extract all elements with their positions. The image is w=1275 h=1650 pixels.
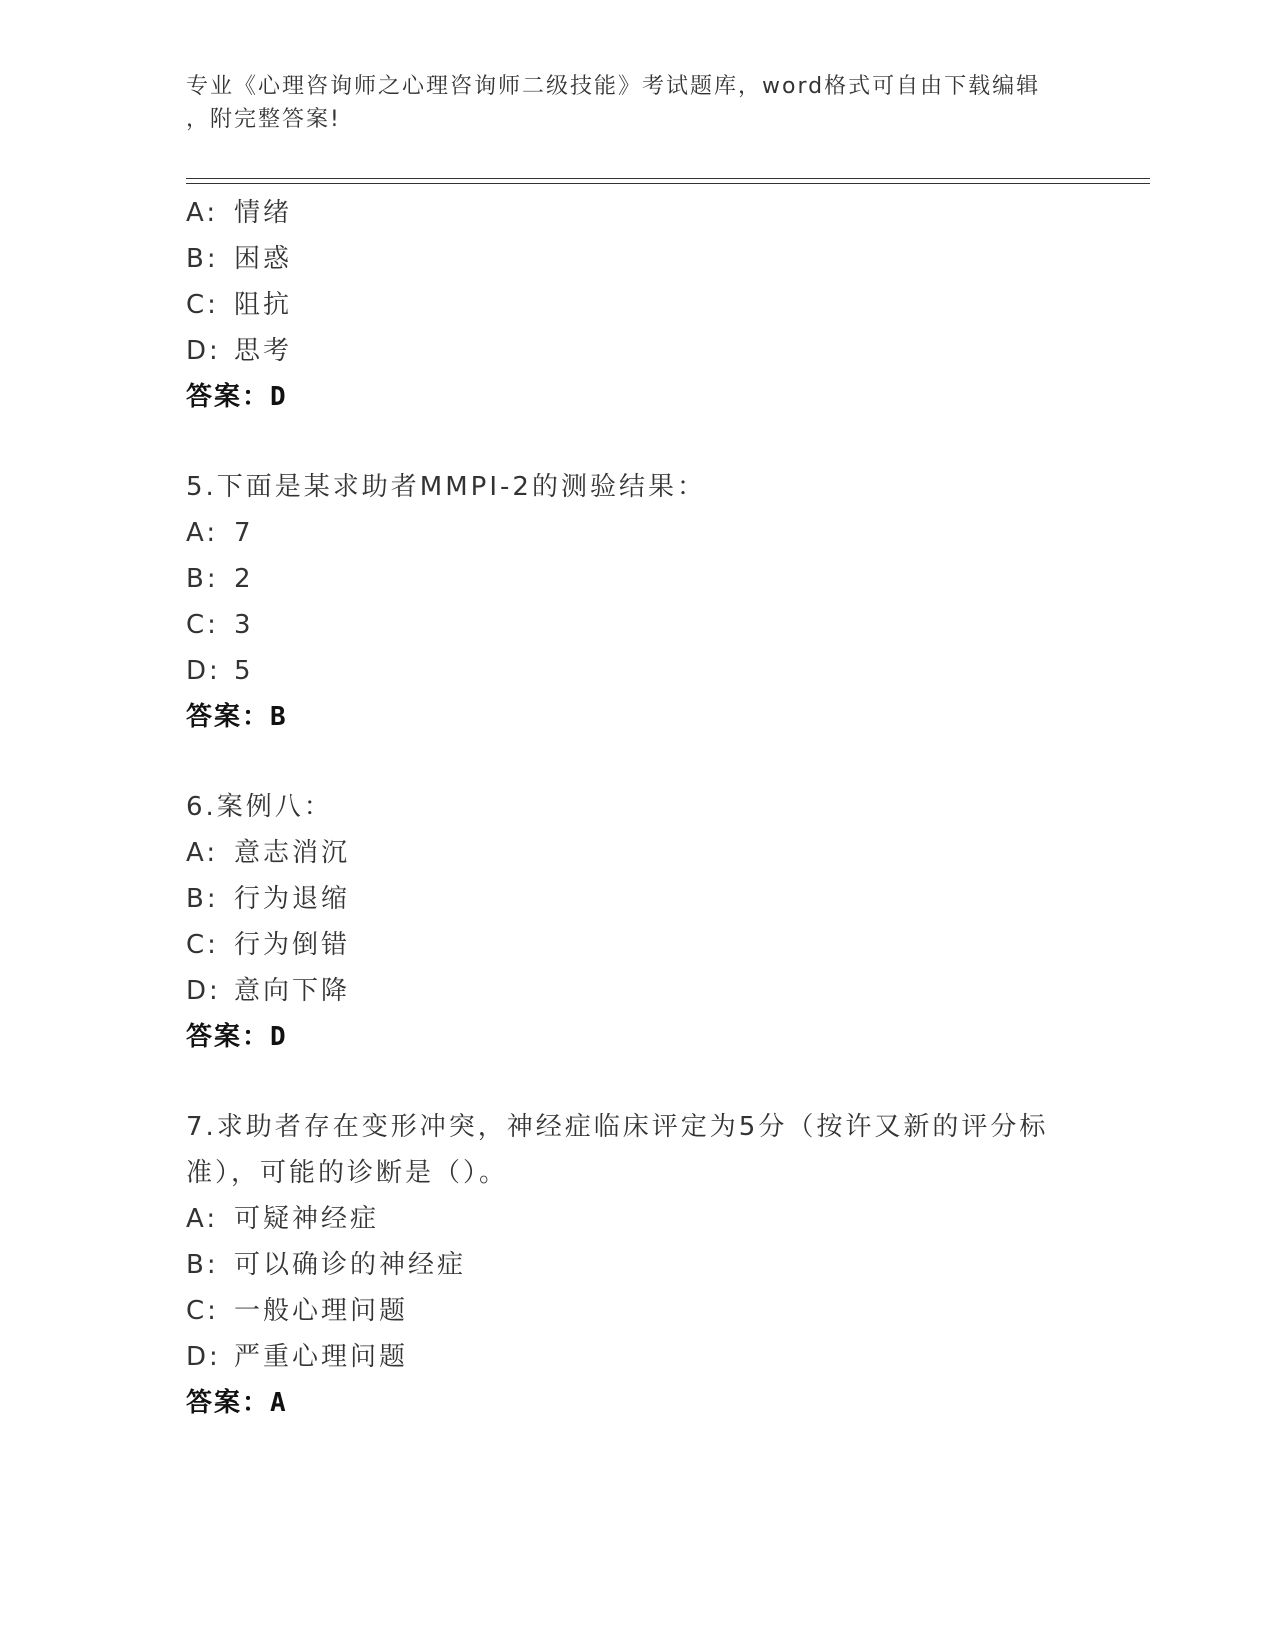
answer: 答案：D <box>186 382 288 412</box>
option-a: A: 意志消沉 <box>186 838 351 868</box>
option-d: D: 5 <box>186 656 254 686</box>
header-rule-top <box>186 178 1150 179</box>
option-c: C: 阻抗 <box>186 290 293 320</box>
option-d: D: 意向下降 <box>186 976 351 1006</box>
question-text-line-2: 准），可能的诊断是（）。 <box>186 1158 509 1188</box>
option-b: B: 行为退缩 <box>186 884 351 914</box>
header-line-2: ，附完整答案! <box>186 107 341 132</box>
header-line-1: 专业《心理咨询师之心理咨询师二级技能》考试题库，word格式可自由下载编辑 <box>186 74 1041 99</box>
question-6 <box>186 784 1086 1060</box>
question-text: 5.下面是某求助者MMPI-2的测验结果： <box>186 472 706 502</box>
option-b: B: 可以确诊的神经症 <box>186 1250 467 1280</box>
option-b: B: 困惑 <box>186 244 293 274</box>
option-a: A: 可疑神经症 <box>186 1204 380 1234</box>
question-5 <box>186 464 1086 740</box>
question-list <box>186 190 1086 1426</box>
option-d: D: 思考 <box>186 336 293 366</box>
document-header <box>186 70 1086 136</box>
answer: 答案：D <box>186 1022 288 1052</box>
question-text-line-1: 7.求助者存在变形冲突，神经症临床评定为5分（按许又新的评分标 <box>186 1112 1049 1142</box>
option-d: D: 严重心理问题 <box>186 1342 409 1372</box>
option-c: C: 3 <box>186 610 254 640</box>
option-a: A: 7 <box>186 518 254 548</box>
question-text: 6.案例八： <box>186 792 333 822</box>
option-a: A: 情绪 <box>186 198 293 228</box>
option-c: C: 行为倒错 <box>186 930 351 960</box>
answer: 答案：B <box>186 702 288 732</box>
question-7 <box>186 1104 1086 1426</box>
header-rule-bottom <box>186 183 1150 184</box>
option-b: B: 2 <box>186 564 254 594</box>
question-4 <box>186 190 1086 420</box>
answer: 答案：A <box>186 1388 288 1418</box>
option-c: C: 一般心理问题 <box>186 1296 409 1326</box>
